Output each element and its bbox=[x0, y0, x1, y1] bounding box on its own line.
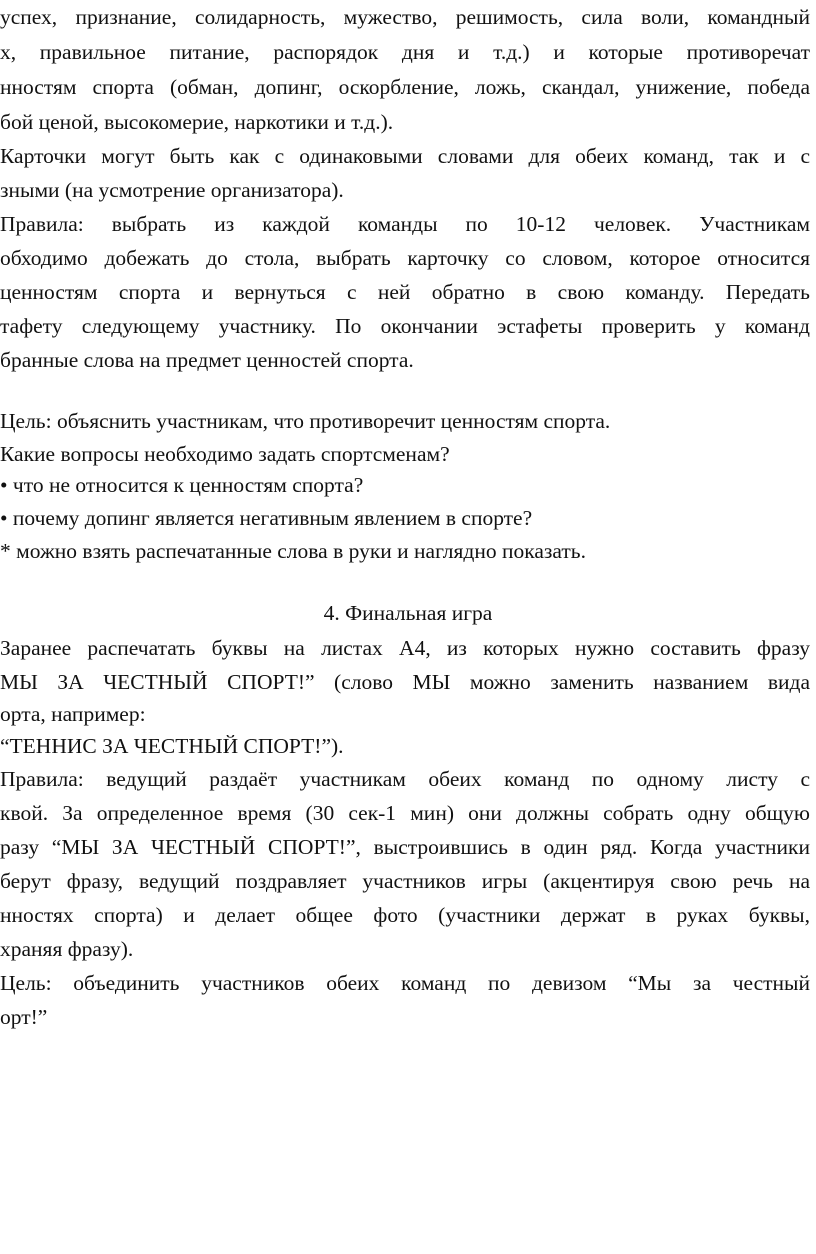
text-line: обходимо добежать до стола, выбрать карточку со словом, которое относится bbox=[0, 246, 810, 270]
text-line: “ТЕННИС ЗА ЧЕСТНЫЙ СПОРТ!”). bbox=[0, 734, 344, 758]
text-line: х, правильное питание, распорядок дня и т.д.) и которые противоречат bbox=[0, 40, 810, 64]
list-item: • почему допинг является негативным явлением в спорте? bbox=[0, 506, 533, 530]
text-line: ценностям спорта и вернуться с ней обратно в свою команду. Передать bbox=[0, 280, 810, 304]
text-line: Заранее распечатать буквы на листах А4, из которых нужно составить фразу bbox=[0, 636, 810, 660]
text-line: разу “МЫ ЗА ЧЕСТНЫЙ СПОРТ!”, выстроившись в один ряд. Когда участники bbox=[0, 835, 810, 859]
text-line: квой. За определенное время (30 сек-1 мин) они должны собрать одну общую bbox=[0, 801, 810, 825]
note-line: * можно взять распечатанные слова в руки и наглядно показать. bbox=[0, 539, 586, 563]
text-line: Какие вопросы необходимо задать спортсменам? bbox=[0, 442, 450, 466]
text-line: берут фразу, ведущий поздравляет участников игры (акцентируя свою речь на bbox=[0, 869, 810, 893]
text-line: нностям спорта (обман, допинг, оскорбление, ложь, скандал, унижение, победа bbox=[0, 75, 810, 99]
text-line: нностях спорта) и делает общее фото (участники держат в руках буквы, bbox=[0, 903, 810, 927]
section-heading: 4. Финальная игра bbox=[323, 601, 493, 625]
text-line: Цель: объяснить участникам, что противоречит ценностям спорта. bbox=[0, 409, 611, 433]
text-line: орт!” bbox=[0, 1005, 48, 1029]
text-line: Цель: объединить участников обеих команд по девизом “Мы за честный bbox=[0, 971, 810, 995]
text-line: орта, например: bbox=[0, 702, 146, 726]
text-line: Правила: ведущий раздаёт участникам обеих команд по одному листу с bbox=[0, 767, 810, 791]
text-line: зными (на усмотрение организатора). bbox=[0, 178, 344, 202]
text-line: Карточки могут быть как с одинаковыми словами для обеих команд, так и с bbox=[0, 144, 810, 168]
text-line: МЫ ЗА ЧЕСТНЫЙ СПОРТ!” (слово МЫ можно заменить названием вида bbox=[0, 670, 810, 694]
text-line: бой ценой, высокомерие, наркотики и т.д.). bbox=[0, 110, 394, 134]
text-line: Правила: выбрать из каждой команды по 10-12 человек. Участникам bbox=[0, 212, 810, 236]
text-line: бранные слова на предмет ценностей спорта. bbox=[0, 348, 414, 372]
text-line: храняя фразу). bbox=[0, 937, 134, 961]
text-line: тафету следующему участнику. По окончании эстафеты проверить у команд bbox=[0, 314, 810, 338]
text-line: успех, признание, солидарность, мужество, решимость, сила воли, командный bbox=[0, 5, 810, 29]
list-item: • что не относится к ценностям спорта? bbox=[0, 473, 364, 497]
